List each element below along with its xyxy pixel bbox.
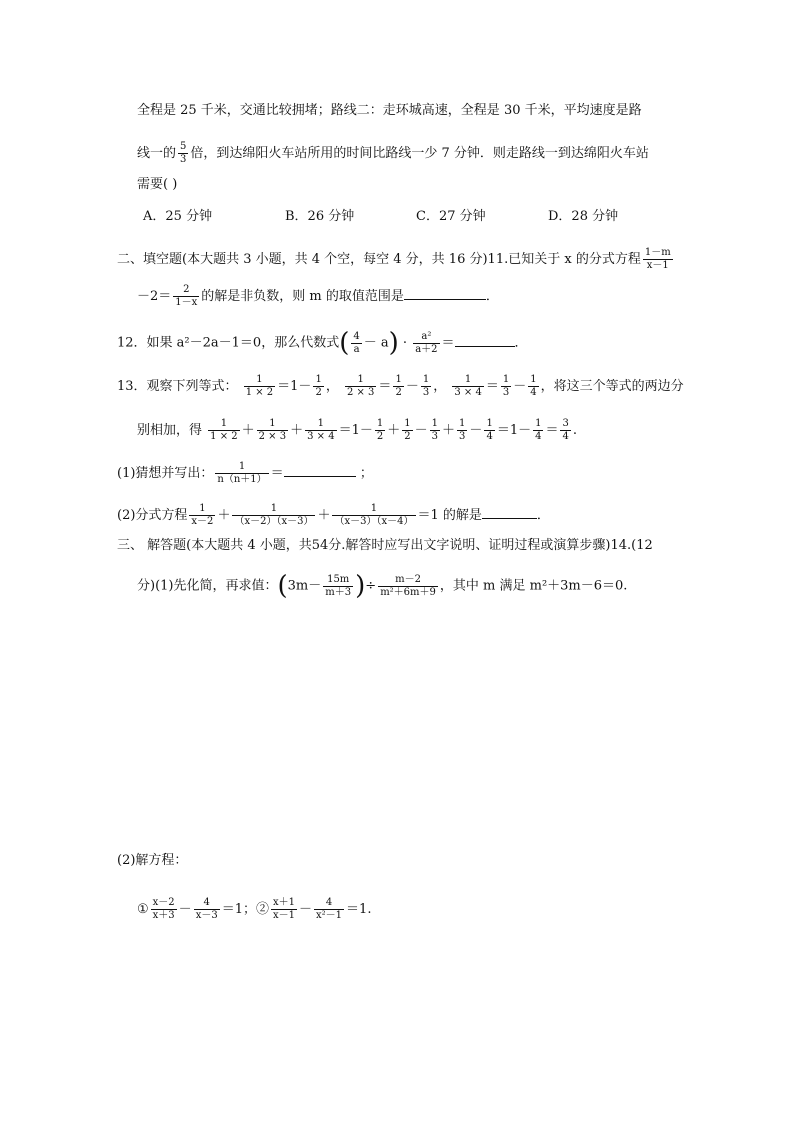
q13-line-2: 别相加，得 $\frac{1}{1 \times 2}$ ＋ $\frac{1}{2 \times 3}$ ＋ $\frac{1}{3 \times 4}$ ＝1－ $\frac{1}{2}$ ＋ $\frac{1}{2}$ － $\frac{1}{3}$ ＋ $\frac{1}{3}$ － $\frac{1}{4}$ ＝1－ $\frac{1}{4}$ ＝ $\frac{3}{4}$ . <box>137 418 577 442</box>
frac-num: 1－m <box>644 247 671 258</box>
q11-fraction-2 <box>173 284 199 309</box>
sum-term-3 <box>305 418 336 443</box>
section2-header-text: 二、填空题(本大题共 3 小题，共 4 个空，每空 4 分，共 16 分)11.已知关于 x 的分式方程 <box>117 252 641 267</box>
frac-num: 4 <box>314 897 344 910</box>
frac-num: 1 <box>345 374 376 387</box>
q14-pre: 分)(1)先化简，再求值： <box>137 578 278 594</box>
frac-den: x－2 <box>191 516 214 527</box>
t-half <box>375 418 385 443</box>
q13-eq1-rhs: ＝1－ <box>277 379 312 394</box>
frac-den: 3 <box>422 387 430 398</box>
q13-part-2: (2)分式方程 $\frac{1}{x-2}$ ＋ $\frac{1}{(x-2)(x-3)}$ ＋ $\frac{1}{(x-3)(x-4)}$ ＝1 的解是 ． <box>117 503 550 527</box>
q13-half-b <box>393 374 403 399</box>
left-paren: ( <box>277 571 288 601</box>
q11-post: 的解是非负数，则 m 的取值范围是 <box>201 289 404 304</box>
q12-fraction-b <box>413 331 439 356</box>
q13-post: ，将这三个等式的两边分 <box>540 379 684 394</box>
frac-num: 1 <box>376 418 384 429</box>
frac-num: 1 <box>459 418 466 429</box>
t-fourth-2 <box>533 418 543 443</box>
q13-eq3-lhs <box>452 374 483 399</box>
q13-part2-blank[interactable] <box>482 508 537 519</box>
frac-num: 1 <box>315 374 322 385</box>
q11-answer-blank[interactable] <box>404 289 486 300</box>
sum-term-1 <box>208 418 239 443</box>
q13-third <box>421 374 431 399</box>
q14-div: ÷ <box>365 578 377 594</box>
q13-part1-label: (1)猜想并写出： <box>117 466 214 481</box>
frac-den: 4 <box>530 387 537 398</box>
intro-line-1: 全程是 25 千米，交通比较拥堵；路线二：走环城高速，全程是 30 千米，平均速度是路 <box>137 103 642 118</box>
q13-part1-fraction <box>215 461 268 486</box>
frac-den: x－3 <box>195 910 218 921</box>
q13-third-b <box>501 374 511 399</box>
frac-den: 1 × 2 <box>210 431 238 442</box>
left-paren: ( <box>339 328 350 358</box>
frac-num: 1 <box>305 418 336 431</box>
eq1-f1 <box>151 897 177 922</box>
frac-den: 2 <box>376 431 384 442</box>
q12-answer-blank[interactable] <box>455 336 515 347</box>
t-third <box>430 418 440 443</box>
frac-den: m＋3 <box>325 586 352 598</box>
frac-den: 2 <box>395 387 402 398</box>
eq2-rhs: ＝1. <box>346 902 372 917</box>
frac-den: x＋3 <box>152 910 175 921</box>
q13-half <box>313 374 323 399</box>
frac-den: （x－2）（x－3） <box>234 516 314 527</box>
q14-term-a: 3m－ <box>287 578 322 594</box>
frac-den: 3 <box>459 431 466 442</box>
q13-pre: 13．观察下列等式： <box>117 379 238 394</box>
q14-post: ，其中 m 满足 m²＋3m－6＝0. <box>439 578 628 594</box>
frac-den: 3 <box>431 431 439 442</box>
right-paren: ) <box>388 328 399 358</box>
q11-line-2: －2＝ $\frac{2}{1-x}$ 的解是非负数，则 m 的取值范围是 ． <box>137 284 499 308</box>
frac-num: 1 <box>189 503 215 516</box>
frac-den: m²＋6m＋9 <box>380 586 436 598</box>
eq2-label: ② <box>255 902 269 917</box>
intro-line-2-post: 倍，到达绵阳火车站所用的时间比路线一少 7 分钟．则走路线一到达绵阳火车站 <box>190 146 649 161</box>
t-third-2 <box>457 418 467 443</box>
q14-part-2-label: (2)解方程： <box>117 853 188 868</box>
q13-line2-sum: ＝1－ <box>338 423 373 438</box>
frac-num: 4 <box>194 897 220 910</box>
q13-part1-blank[interactable] <box>284 466 356 477</box>
eq2-f1 <box>271 897 297 922</box>
frac-num: 1 <box>232 503 315 516</box>
section2-header <box>117 247 675 272</box>
frac-num: x＋1 <box>273 897 296 908</box>
q14-equations: ① $\frac{x-2}{x+3}$ － $\frac{4}{x-3}$ ＝1；② $\frac{x+1}{x-1}$ － $\frac{4}{\text{x²－1}}$ ＝1. <box>137 897 372 921</box>
frac-den: x²－1 <box>316 910 343 921</box>
frac-num: 2 <box>173 284 199 297</box>
frac-num: 1 <box>486 418 493 429</box>
frac-den: 1－x <box>175 297 198 308</box>
intro-line-2-pre: 线一的 <box>137 146 177 161</box>
q14-line <box>137 573 627 599</box>
frac-num: 3 <box>562 418 569 429</box>
frac-den: 4 <box>535 431 542 442</box>
frac-num: x－2 <box>152 897 175 908</box>
eq1-rhs: ＝1； <box>221 902 256 917</box>
q12-dot: · <box>402 335 408 351</box>
q11-fraction <box>643 247 673 272</box>
frac-den: n（n＋1） <box>217 474 267 485</box>
q13-line2-pre: 别相加，得 <box>137 423 203 438</box>
t-fourth <box>484 418 494 443</box>
frac-den: 3 × 4 <box>454 387 482 398</box>
frac-den: 1 × 2 <box>245 387 274 398</box>
frac-num: 1 <box>452 374 483 387</box>
q13-part2-post: ＝1 的解是 <box>417 508 482 523</box>
frac-den: 2 × 3 <box>258 431 287 442</box>
frac-den: 2 × 3 <box>346 387 375 398</box>
frac-num: 1 <box>404 418 411 429</box>
q12-line: 12．如果 a²－2a－1＝0，那么代数式( $\frac{4}{a}$ － a) · $\frac{\text{a²}}{a+2}$ ＝ ． <box>117 328 528 358</box>
frac-num: 1 <box>257 418 288 431</box>
eq1-f2 <box>194 897 220 922</box>
frac-num: 1 <box>332 503 415 516</box>
frac-den: 2 <box>315 387 322 398</box>
frac-num: 1 <box>502 374 510 385</box>
frac-num: 1 <box>422 374 430 385</box>
option-a: A．25 分钟 <box>143 209 213 224</box>
frac-num: a² <box>413 331 439 344</box>
frac-den: x－1 <box>273 910 296 921</box>
q12-mid: － a <box>363 335 389 351</box>
intro-line-3: 需要( ) <box>137 177 178 192</box>
q13-eq2-rhs: ＝ <box>378 379 392 394</box>
q12-pre: 12．如果 a²－2a－1＝0，那么代数式 <box>117 335 340 351</box>
q13-eq1-lhs <box>244 374 275 399</box>
frac-num: 1 <box>431 418 439 429</box>
q12-post: ＝ <box>441 335 455 351</box>
frac-num: 1 <box>530 374 537 385</box>
t-half-2 <box>402 418 412 443</box>
q13-line2-result: ＝1－ <box>496 423 532 438</box>
intro-line-2 <box>137 141 649 166</box>
frac-den: a <box>353 343 360 355</box>
frac-num: 5 <box>180 141 187 152</box>
q14-f1 <box>323 574 353 599</box>
frac-num: 15m <box>323 574 353 587</box>
frac-den: x－1 <box>646 260 669 271</box>
option-c: C．27 分钟 <box>416 209 486 224</box>
frac-num: m－2 <box>378 574 438 587</box>
eq2-f2 <box>314 897 344 922</box>
frac-den: （x－3）（x－4） <box>334 516 414 527</box>
q13-part2-f1 <box>189 503 215 528</box>
fraction-5-3 <box>178 141 188 166</box>
q13-part2-f2 <box>232 503 315 528</box>
frac-den: 3 × 4 <box>307 431 335 442</box>
section3-header: 三、 解答题(本大题共 4 小题，共54分.解答时应写出文字说明、证明过程或演算步骤)14.(12 <box>117 538 653 553</box>
q13-eq2-lhs <box>345 374 376 399</box>
q11-pre: －2＝ <box>137 289 172 304</box>
frac-den: 3 <box>180 154 187 165</box>
frac-num: 1 <box>395 374 402 385</box>
frac-den: 4 <box>486 431 493 442</box>
frac-den: 2 <box>404 431 411 442</box>
t-three-fourths <box>560 418 570 443</box>
frac-den: 4 <box>562 431 569 442</box>
q13-fourth <box>528 374 538 399</box>
frac-num: 4 <box>353 330 360 342</box>
frac-num: 1 <box>244 374 275 387</box>
frac-num: 1 <box>208 418 239 431</box>
q14-f2 <box>378 574 438 599</box>
frac-den: a＋2 <box>415 343 438 355</box>
option-b: B．26 分钟 <box>285 209 355 224</box>
eq1-label: ① <box>137 902 149 917</box>
sum-term-2 <box>257 418 288 443</box>
frac-den: 3 <box>502 387 510 398</box>
right-paren: ) <box>355 571 366 601</box>
q13-part2-f3 <box>332 503 415 528</box>
q13-part-1: (1)猜想并写出： $\frac{1}{n(n+1)}$ ＝ ； <box>117 461 373 485</box>
frac-num: 1 <box>535 418 542 429</box>
q13-line-1: 13．观察下列等式： $\frac{1}{1 \times 2}$ ＝1－ $\frac{1}{2}$ ， $\frac{1}{2 \times 3}$ ＝ $\frac{1}{2}$ － $\frac{1}{3}$ ， $\frac{1}{3 \times 4}$ ＝ $\frac{1}{3}$ － $\frac{1}{4}$ ，将这三个等式的两边分 <box>117 374 684 398</box>
q13-part2-label: (2)分式方程 <box>117 508 188 523</box>
q12-fraction-a <box>351 331 361 356</box>
option-d: D．28 分钟 <box>548 209 619 224</box>
frac-num: 1 <box>215 461 268 474</box>
